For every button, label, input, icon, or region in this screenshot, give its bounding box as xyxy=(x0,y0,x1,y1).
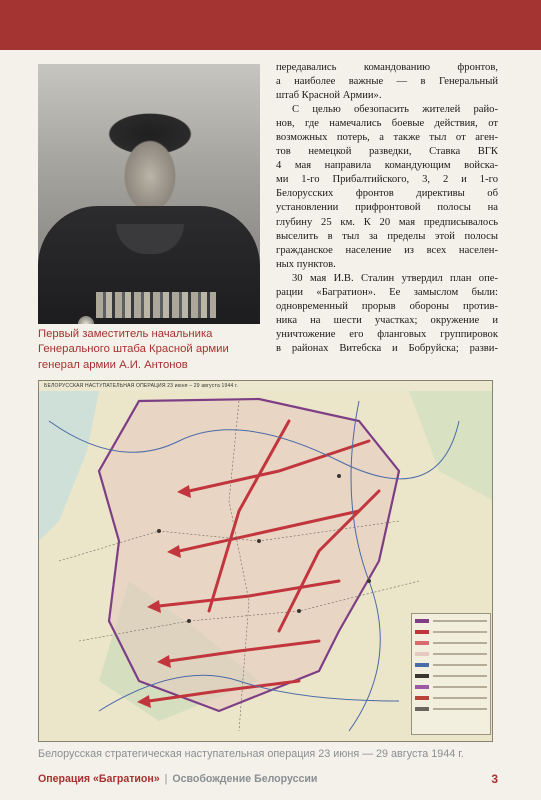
legend-text xyxy=(433,686,487,688)
article-line: Белорусских фронтов директивы об xyxy=(276,188,498,200)
article-line: 4 мая направила командующим войска- xyxy=(276,160,498,172)
legend-text xyxy=(433,653,487,655)
legend-text xyxy=(433,708,487,710)
article-line: установлении прифронтовой полосы на xyxy=(276,202,498,214)
article-line: 30 мая И.В. Сталин утвердил план опе- xyxy=(292,272,498,284)
article-line: ных пунктов. xyxy=(276,258,336,270)
article-line: уничтожение его фланговых группировок xyxy=(276,328,498,340)
legend-swatch xyxy=(415,619,429,623)
legend-swatch xyxy=(415,630,429,634)
photo-caption xyxy=(38,327,268,373)
legend-swatch xyxy=(415,652,429,656)
legend-text xyxy=(433,620,487,622)
legend-row xyxy=(415,616,487,625)
legend-row xyxy=(415,627,487,636)
article-line: возможных потерь, а также тыл от аген- xyxy=(276,132,498,144)
photo-caption-line: Генерального штаба Красной армии xyxy=(38,343,229,356)
article-line: в районах Витебска и Бобруйска; разви- xyxy=(276,342,498,354)
article-line: рации «Багратион». Ее замыслом были: xyxy=(276,286,498,298)
legend-swatch xyxy=(415,674,429,678)
photo-caption-line: генерал армии А.И. Антонов xyxy=(38,358,188,371)
article-text xyxy=(276,61,498,356)
legend-swatch xyxy=(415,641,429,645)
article-line: выселить в тыл за пределы этой полосы xyxy=(276,230,498,242)
legend-row xyxy=(415,693,487,702)
article-line: тов немецкой разведки, Ставка ВГК xyxy=(276,146,498,158)
legend-text xyxy=(433,675,487,677)
legend-row xyxy=(415,704,487,713)
legend-swatch xyxy=(415,707,429,711)
article-line: ми 1-го Прибалтийского, 3, 2 и 1-го xyxy=(276,174,498,186)
legend-swatch xyxy=(415,696,429,700)
medal-ribbons xyxy=(96,292,216,318)
article-line: одновременный прорыв обороны против- xyxy=(276,300,498,312)
photo-caption-line: Первый заместитель начальника xyxy=(38,328,213,340)
legend-swatch xyxy=(415,663,429,667)
city-marker xyxy=(367,579,371,583)
article-line: С целью обезопасить жителей райо- xyxy=(292,104,498,116)
page-footer xyxy=(38,771,498,787)
footer-separator: | xyxy=(164,773,168,785)
article-line: глубину 25 км. К 20 мая предписывалось xyxy=(276,216,498,228)
footer-operation-title: Операция «Багратион» xyxy=(38,773,160,785)
map-caption: Белорусская стратегическая наступательная операция 23 июня — 29 августа 1944 г. xyxy=(38,748,464,760)
legend-text xyxy=(433,664,487,666)
article-line: гражданское население из всех населен- xyxy=(276,244,498,256)
city-marker xyxy=(297,609,301,613)
portrait-photo xyxy=(38,64,260,324)
article-line: а наиболее важные — в Генеральный xyxy=(276,76,498,88)
legend-row xyxy=(415,682,487,691)
city-marker xyxy=(337,474,341,478)
legend-text xyxy=(433,631,487,633)
legend-row xyxy=(415,649,487,658)
legend-row xyxy=(415,660,487,669)
legend-row xyxy=(415,638,487,647)
article-line: передавались командованию фронтов, xyxy=(276,62,498,73)
top-color-band xyxy=(0,0,541,50)
city-marker xyxy=(157,529,161,533)
legend-text xyxy=(433,697,487,699)
legend-row xyxy=(415,671,487,680)
page-number: 3 xyxy=(491,772,498,786)
footer-subtitle: Освобождение Белоруссии xyxy=(172,773,318,785)
operation-map xyxy=(38,380,493,742)
city-marker xyxy=(257,539,261,543)
map-legend xyxy=(411,613,491,735)
legend-text xyxy=(433,642,487,644)
article-line: ника на шести участках; окружение и xyxy=(276,314,498,326)
map-header: БЕЛОРУССКАЯ НАСТУПАТЕЛЬНАЯ ОПЕРАЦИЯ 23 июня – 29 августа 1944 г. xyxy=(44,383,239,389)
city-marker xyxy=(187,619,191,623)
article-line: нов, где намечались боевые действия, от xyxy=(276,118,498,130)
article-line: штаб Красной Армии». xyxy=(276,90,382,102)
legend-swatch xyxy=(415,685,429,689)
